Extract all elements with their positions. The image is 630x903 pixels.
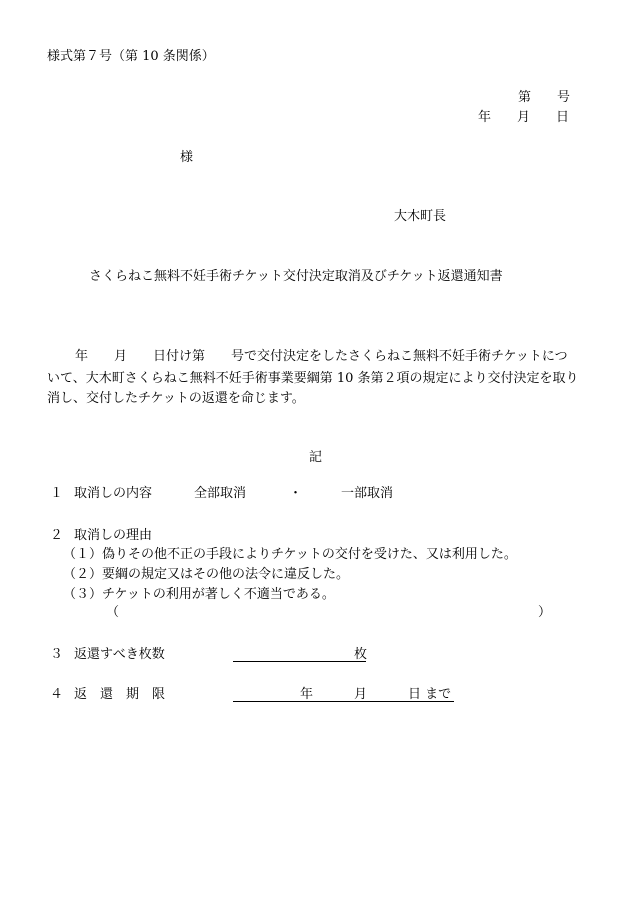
- item4-number: ４: [50, 687, 64, 702]
- ki-heading: 記: [309, 450, 323, 465]
- other-reason-close-paren: ）: [538, 605, 552, 620]
- return-count-unit: 枚: [354, 647, 368, 662]
- deadline-month: 月: [354, 687, 368, 702]
- item2-label: 取消しの理由: [74, 528, 153, 543]
- reason-3: （３）チケットの利用が著しく不適当である。: [63, 587, 335, 602]
- item1-number: １: [50, 486, 64, 501]
- deadline-day-until: 日 まで: [408, 687, 452, 702]
- body-line-2: いて、大木町さくらねこ無料不妊手術事業要綱第 10 条第２項の規定により交付決定を取り: [47, 371, 579, 386]
- document-title: さくらねこ無料不妊手術チケット交付決定取消及びチケット返還通知書: [89, 269, 503, 284]
- item2-number: ２: [50, 528, 64, 543]
- body-line-3: 消し、交付したチケットの返還を命じます。: [47, 391, 305, 406]
- item3-label: 返還すべき枚数: [74, 647, 165, 662]
- date-line: 年 月 日: [478, 110, 570, 125]
- body-line-1: 年 月 日付け第 号で交付決定をしたさくらねこ無料不妊手術チケットにつ: [75, 349, 568, 364]
- deadline-year: 年: [300, 687, 314, 702]
- item3-number: ３: [50, 647, 64, 662]
- return-count-line: [233, 646, 366, 662]
- form-number: 様式第７号（第 10 条関係）: [47, 49, 215, 64]
- issuer-name: 大木町長: [394, 209, 447, 224]
- item4-label: 返 還 期 限: [74, 687, 166, 702]
- recipient-suffix: 様: [180, 150, 194, 165]
- other-reason-open-paren: （: [106, 605, 120, 620]
- option-full-cancel: 全部取消: [194, 486, 247, 501]
- document-number: 第 号: [518, 90, 571, 105]
- option-separator: ・: [289, 486, 303, 501]
- reason-1: （１）偽りその他不正の手段によりチケットの交付を受けた、又は利用した。: [63, 547, 517, 562]
- item1-label: 取消しの内容: [74, 486, 153, 501]
- option-partial-cancel: 一部取消: [341, 486, 394, 501]
- reason-2: （２）要綱の規定又はその他の法令に違反した。: [63, 567, 350, 582]
